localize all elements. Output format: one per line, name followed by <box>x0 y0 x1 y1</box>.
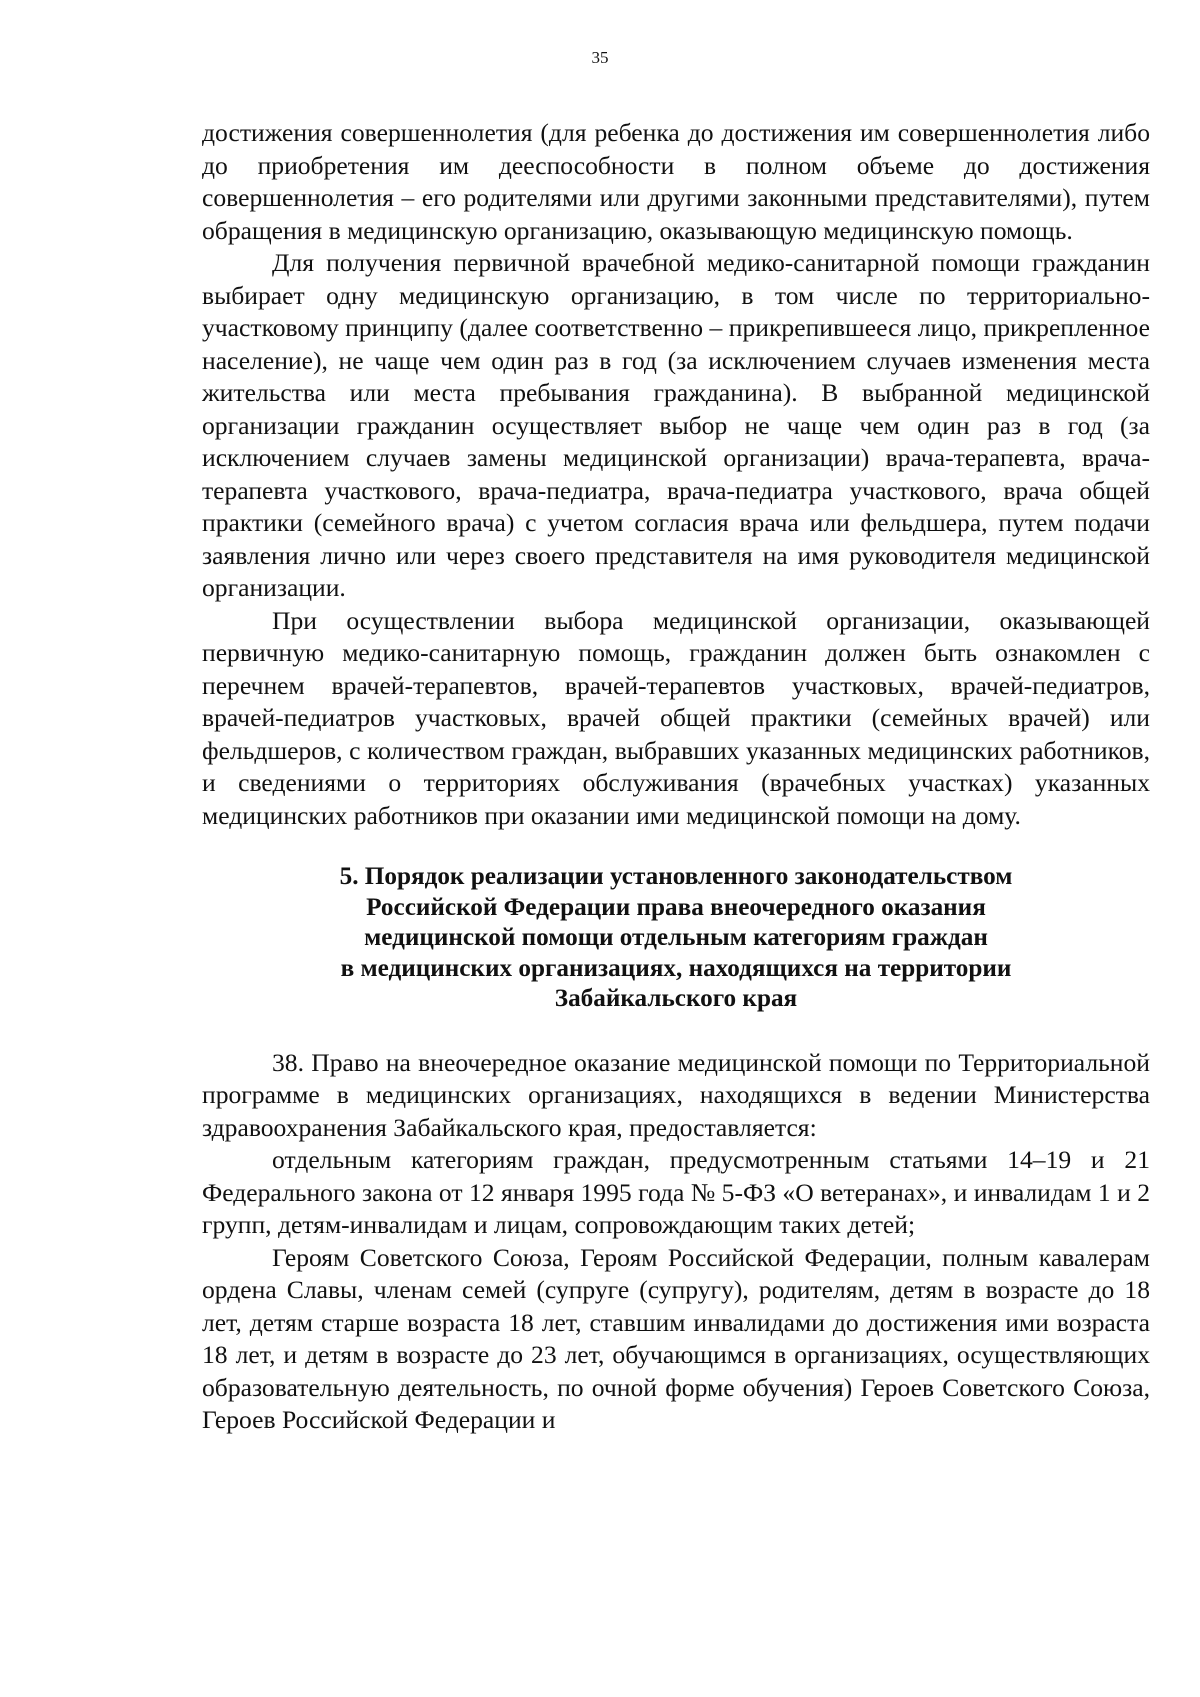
heading-line: медицинской помощи отдельным категориям граждан <box>364 924 988 951</box>
page-number: 35 <box>591 48 609 67</box>
paragraph-continuation: достижения совершеннолетия (для ребенка до достижения им совершеннолетия либо до приобретения им дееспособности в полном объеме до достижения совершеннолетия – его родителями или другими законными представителями), путем обращения в медицинскую организацию, оказывающую медицинскую помощь. <box>202 118 1150 245</box>
paragraph-doctor-list-notice: При осуществлении выбора медицинской организации, оказывающей первичную медико-санитарную помощь, гражданин должен быть ознакомлен с перечнем врачей-терапевтов, врачей-терапевтов участковых, врачей-педиатров, врачей-педиатров участковых, врачей общей практики (семейных врачей) или фельдшеров, с количеством граждан, выбравших указанных медицинских работников, и сведениями о территориях обслуживания (врачебных участках) указанных медицинских работников при оказании ими медицинской помощи на дому. <box>202 605 1150 830</box>
paragraph-heroes: Героям Советского Союза, Героям Российской Федерации, полным кавалерам ордена Славы, членам семей (супруге (супругу), родителям, детям в возрасте до 18 лет, детям старше возраста 18 лет, ставшим инвалидами до достижения ими возраста 18 лет, и детям в возрасте до 23 лет, обучающимся в организациях, осуществляющих образовательную деятельность, по очной форме обучения) Героев Советского Союза, Героев Российской Федерации и <box>202 1242 1150 1434</box>
document-body <box>202 117 1150 1437</box>
paragraph-primary-care-choice: Для получения первичной врачебной медико-санитарной помощи гражданин выбирает одну медицинскую организацию, в том числе по территориально-участковому принципу (далее соответственно – прикрепившееся лицо, прикрепленное население), не чаще чем один раз в год (за исключением случаев изменения места жительства или места пребывания гражданина). В выбранной медицинской организации гражданин осуществляет выбор не чаще чем один раз в год (за исключением случаев замены медицинской организации) врача-терапевта, врача-терапевта участкового, врача-педиатра, врача-педиатра участкового, врача общей практики (семейного врача) с учетом согласия врача или фельдшера, путем подачи заявления лично или через своего представителя на имя руководителя медицинской организации. <box>202 248 1150 602</box>
heading-line: Забайкальского края <box>554 985 798 1012</box>
heading-line: Российской Федерации права внеочередного оказания <box>366 893 986 921</box>
heading-line: в медицинских организациях, находящихся на территории <box>340 954 1012 982</box>
section-heading <box>202 862 1150 1015</box>
spacer <box>202 1015 1150 1047</box>
paragraph-item-38: 38. Право на внеочередное оказание медицинской помощи по Территориальной программе в медицинских организациях, находящихся в ведении Министерства здравоохранения Забайкальского края, предоставляется: <box>202 1047 1150 1142</box>
paragraph-veterans: отдельным категориям граждан, предусмотренным статьями 14–19 и 21 Федерального закона от 12 января 1995 года № 5-ФЗ «О ветеранах», и инвалидам 1 и 2 групп, детям-инвалидам и лицам, сопровождающим таких детей; <box>202 1145 1150 1239</box>
heading-line: 5. Порядок реализации установленного законодательством <box>339 863 1013 890</box>
